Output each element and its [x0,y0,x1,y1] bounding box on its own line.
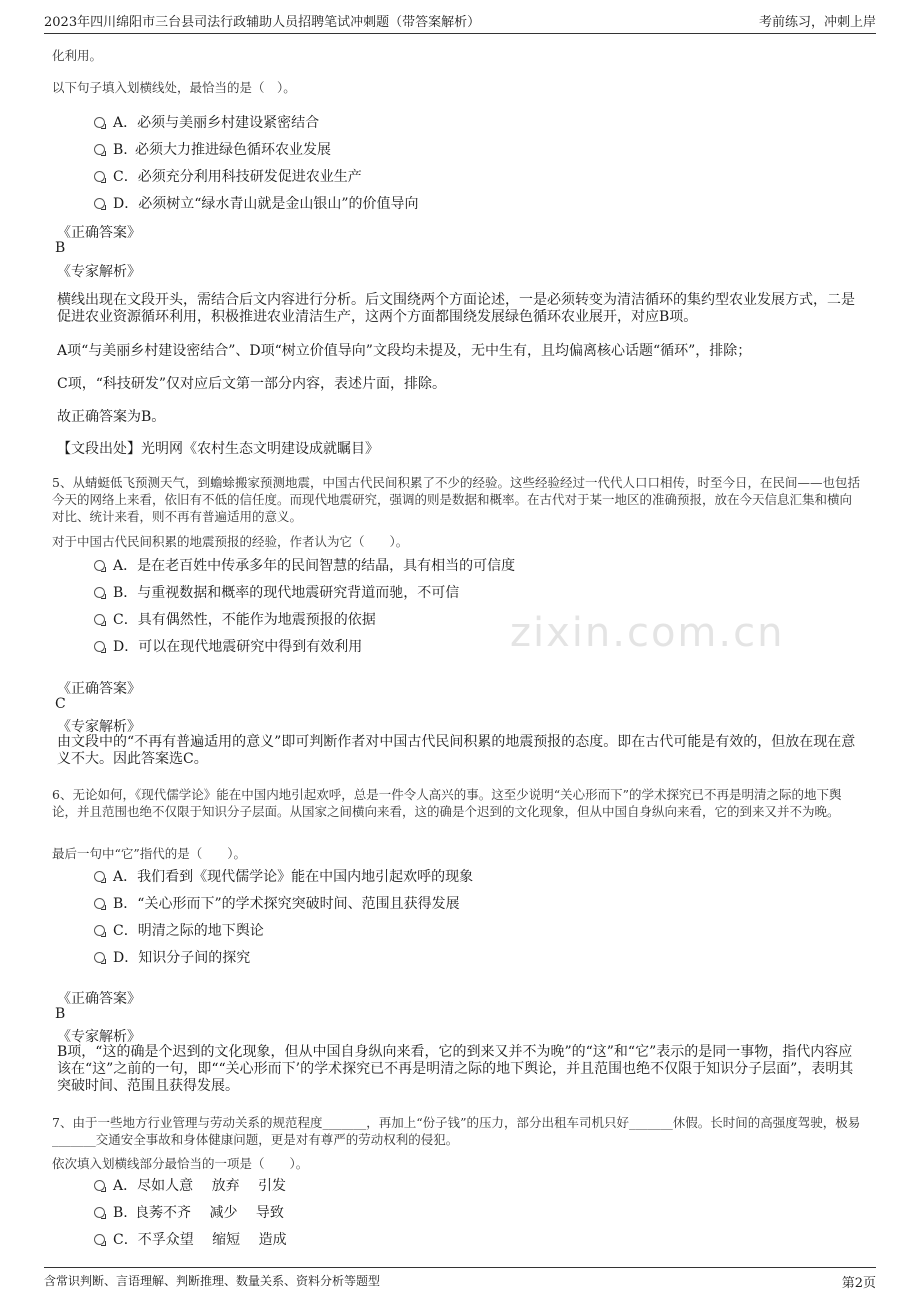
q4-question: 以下句子填入划横线处，最恰当的是（ ）。 [52,80,296,95]
q4-option-d[interactable]: D．必须树立“绿水青山就是金山银山”的价值导向 [94,193,419,213]
q5-analysis-label: 《专家解析》 [57,719,141,735]
watermark: zixin.com.cn [510,610,785,656]
q4-option-c[interactable]: C．必须充分利用科技研发促进农业生产 [94,166,362,186]
q4-source: 【文段出处】光明网《农村生态文明建设成就瞩目》 [57,441,379,457]
q5-option-d[interactable]: D．可以在现代地震研究中得到有效利用 [94,636,362,656]
page-header [0,0,920,36]
q6-analysis-label: 《专家解析》 [57,1029,141,1045]
q6-analysis: B项，“这的确是个迟到的文化现象，但从中国自身纵向来看，它的到来又并不为晚”的“这”和“它”表示的是同一事物，指代内容应该在“这”之前的一句，即““关心形而下’的学术探究已不再是明清之际的地下舆论，并且范围也绝不仅限于知识分子层面”，表明其突破时间、范围且获得发展。 [57,1044,854,1094]
q7-question: 依次填入划横线部分最恰当的一项是（ ）。 [52,1156,309,1171]
header-slogan: 考前练习，冲刺上岸 [758,15,876,30]
q6-answer-label: 《正确答案》 [57,991,141,1007]
radio-icon[interactable] [94,614,105,625]
q4-analysis-p3: C项，“科技研发”仅对应后文第一部分内容，表述片面，排除。 [57,376,447,392]
footer-note: 含常识判断、言语理解、判断推理、数量关系、资料分析等题型 [44,1274,381,1288]
radio-icon[interactable] [94,898,105,909]
q5-option-b[interactable]: B．与重视数据和概率的现代地震研究背道而驰，不可信 [94,582,459,602]
q7-option-b[interactable]: B. 良莠不齐 减少 导致 [94,1202,284,1222]
radio-icon[interactable] [94,1180,105,1191]
q4-option-a[interactable]: A．必须与美丽乡村建设紧密结合 [94,112,319,132]
q7-option-a[interactable]: A．尽如人意 放弃 引发 [94,1175,286,1195]
q7-stem: 7、由于一些地方行业管理与劳动关系的规范程度_______，再加上“份子钱”的压力，部分出租车司机只好_______休假。长时间的高强度驾驶，极易_______交通安全事故和身体健康问题，更是对有尊严的劳动权利的侵犯。 [52,1115,861,1147]
q4-analysis-p2: A项“与美丽乡村建设密结合”、D项“树立价值导向”文段均未提及，无中生有，且均偏离核心话题“循环”，排除； [57,343,752,359]
radio-icon[interactable] [94,925,105,936]
page-footer [0,1262,920,1302]
radio-icon[interactable] [94,871,105,882]
radio-icon[interactable] [94,1234,105,1245]
q5-question: 对于中国古代民间积累的地震预报的经验，作者认为它（ ）。 [52,534,409,549]
q5-option-a[interactable]: A．是在老百姓中传承多年的民间智慧的结晶，具有相当的可信度 [94,555,515,575]
document-title: 2023年四川绵阳市三台县司法行政辅助人员招聘笔试冲刺题（带答案解析） [44,15,481,30]
q4-option-b[interactable]: B. 必须大力推进绿色循环农业发展 [94,139,331,159]
radio-icon[interactable] [94,144,105,155]
q6-option-b[interactable]: B．“关心形而下”的学术探究突破时间、范围且获得发展 [94,893,460,913]
q4-answer-label: 《正确答案》 [57,225,141,241]
footer-rule [44,1267,876,1268]
q4-analysis-p4: 故正确答案为B。 [57,409,166,425]
q4-text-tail: 化利用。 [52,48,103,63]
q6-option-d[interactable]: D．知识分子间的探究 [94,947,250,967]
page-number: 第2页 [841,1276,876,1291]
radio-icon[interactable] [94,952,105,963]
q5-analysis: 由文段中的“不再有普遍适用的意义”即可判断作者对中国古代民间积累的地震预报的态度。即在古代可能是有效的，但放在现在意义不大。因此答案选C。 [57,734,856,767]
radio-icon[interactable] [94,171,105,182]
q4-analysis-label: 《专家解析》 [57,264,141,280]
radio-icon[interactable] [94,641,105,652]
q6-answer: B [55,1006,66,1022]
radio-icon[interactable] [94,1207,105,1218]
q6-stem: 6、无论如何，《现代儒学论》能在中国内地引起欢呼，总是一件令人高兴的事。这至少说明“关心形而下”的学术探究已不再是明清之际的地下舆论，并且范围也绝不仅限于知识分子层面。从国家之间横向来看，这的确是个迟到的文化现象，但从中国自身纵向来看，它的到来又并不为晚。 [52,787,842,819]
header-rule [44,33,876,34]
radio-icon[interactable] [94,587,105,598]
q4-analysis-p1: 横线出现在文段开头，需结合后文内容进行分析。后文围绕两个方面论述，一是必须转变为清洁循环的集约型农业发展方式，二是促进农业资源循环利用，积极推进农业清洁生产，这两个方面都围绕发展绿色循环农业展开，对应B项。 [57,292,855,325]
q6-question: 最后一句中“它”指代的是（ ）。 [52,846,247,861]
q5-answer: C [55,696,66,712]
q5-stem: 5、从蜻蜓低飞预测天气，到蟾蜍搬家预测地震，中国古代民间积累了不少的经验。这些经验经过一代代人口口相传，时至今日，在民间——也包括今天的网络上来看，依旧有不低的信任度。而现代地震研究，强调的则是数据和概率。在古代对于某一地区的准确预报，放在今天信息汇集和横向对比、统计来看，则不再有普遍适用的意义。 [52,475,860,524]
radio-icon[interactable] [94,560,105,571]
q5-option-c[interactable]: C．具有偶然性，不能作为地震预报的依据 [94,609,376,629]
q4-answer: B [55,240,66,256]
q5-answer-label: 《正确答案》 [57,681,141,697]
radio-icon[interactable] [94,198,105,209]
q6-option-c[interactable]: C．明清之际的地下舆论 [94,920,264,940]
q7-option-c[interactable]: C．不孚众望 缩短 造成 [94,1229,287,1249]
q6-option-a[interactable]: A．我们看到《现代儒学论》能在中国内地引起欢呼的现象 [94,866,473,886]
radio-icon[interactable] [94,117,105,128]
